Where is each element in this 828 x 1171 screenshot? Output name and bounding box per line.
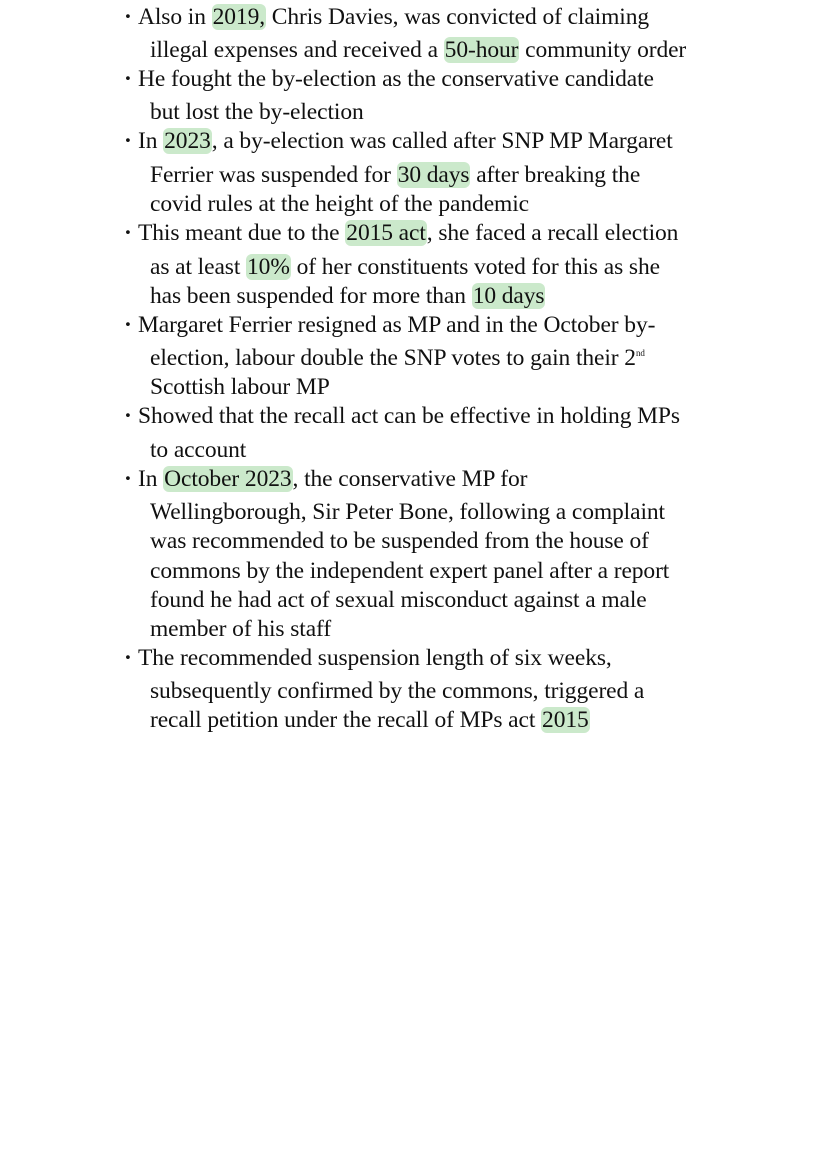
text: to account bbox=[150, 437, 247, 463]
text: Chris Davies, was convicted of claiming bbox=[266, 4, 650, 30]
bullet-icon: · bbox=[124, 312, 132, 338]
bullet-continuation bbox=[150, 252, 660, 282]
bullet-item-recall-act-effective bbox=[124, 401, 680, 431]
bullet-item-ferrier-resigned bbox=[124, 310, 655, 340]
text: Ferrier was suspended for bbox=[150, 162, 397, 188]
superscript: nd bbox=[635, 348, 645, 358]
bullet-continuation bbox=[150, 343, 645, 373]
bullet-continuation bbox=[150, 556, 669, 586]
bullet-continuation bbox=[150, 35, 686, 65]
bullet-continuation bbox=[150, 372, 330, 402]
bullet-continuation bbox=[150, 526, 649, 556]
text: In bbox=[138, 466, 164, 492]
highlight: 10% bbox=[247, 254, 290, 280]
bullet-continuation bbox=[150, 189, 529, 219]
bullet-icon: · bbox=[124, 220, 132, 246]
bullet-continuation bbox=[150, 160, 640, 190]
highlight: 2015 bbox=[542, 707, 589, 733]
bullet-continuation bbox=[150, 585, 647, 615]
highlight: 50-hour bbox=[444, 37, 519, 63]
text: Also in bbox=[138, 4, 212, 30]
text: Scottish labour MP bbox=[150, 374, 330, 400]
text: found he had act of sexual misconduct against a male bbox=[150, 587, 647, 613]
bullet-continuation bbox=[150, 97, 364, 127]
text: covid rules at the height of the pandemic bbox=[150, 191, 529, 217]
bullet-continuation bbox=[150, 705, 590, 735]
bullet-item-suspension-length bbox=[124, 643, 612, 673]
bullet-icon: · bbox=[124, 403, 132, 429]
bullet-icon: · bbox=[124, 645, 132, 671]
bullet-item-ferrier-by-election bbox=[124, 126, 673, 156]
bullet-continuation bbox=[150, 281, 545, 311]
bullet-continuation bbox=[150, 614, 331, 644]
text: was recommended to be suspended from the house of bbox=[150, 528, 649, 554]
text: as at least bbox=[150, 254, 247, 280]
bullet-item-by-election-candidate bbox=[124, 64, 654, 94]
text: , a by-election was called after SNP MP Margaret bbox=[211, 128, 673, 154]
text: of her constituents voted for this as she bbox=[290, 254, 660, 280]
text: election, labour double the SNP votes to gain their 2 bbox=[150, 345, 636, 371]
bullet-icon: · bbox=[124, 66, 132, 92]
text: commons by the independent expert panel after a report bbox=[150, 558, 670, 584]
text: Showed that the recall act can be effective in holding MPs bbox=[138, 403, 680, 429]
highlight: 2019, bbox=[212, 4, 266, 30]
bullet-item-recall-election bbox=[124, 218, 678, 248]
text: , she faced a recall election bbox=[426, 220, 679, 246]
highlight: 10 days bbox=[472, 283, 545, 309]
text: after breaking the bbox=[470, 162, 641, 188]
bullet-item-chris-davies-conviction bbox=[124, 2, 649, 32]
bullet-item-peter-bone bbox=[124, 464, 527, 494]
text: Margaret Ferrier resigned as MP and in the October by- bbox=[138, 312, 656, 338]
text: , the conservative MP for bbox=[292, 466, 528, 492]
text: This meant due to the bbox=[138, 220, 346, 246]
highlight: October 2023 bbox=[164, 466, 292, 492]
bullet-continuation bbox=[150, 435, 246, 465]
bullet-icon: · bbox=[124, 128, 132, 154]
bullet-icon: · bbox=[124, 4, 132, 30]
text: member of his staff bbox=[150, 616, 332, 642]
text: In bbox=[138, 128, 164, 154]
text: subsequently confirmed by the commons, triggered a bbox=[150, 678, 645, 704]
text: but lost the by-election bbox=[150, 99, 364, 125]
text: illegal expenses and received a bbox=[150, 37, 444, 63]
bullet-continuation bbox=[150, 676, 644, 706]
highlight: 30 days bbox=[397, 162, 470, 188]
bullet-icon: · bbox=[124, 466, 132, 492]
text: He fought the by-election as the conservative candidate bbox=[138, 66, 654, 92]
text: recall petition under the recall of MPs act bbox=[150, 707, 542, 733]
highlight: 2015 act bbox=[346, 220, 426, 246]
text: community order bbox=[519, 37, 687, 63]
text: Wellingborough, Sir Peter Bone, following a complaint bbox=[150, 499, 665, 525]
text: has been suspended for more than bbox=[150, 283, 472, 309]
text: The recommended suspension length of six weeks, bbox=[138, 645, 612, 671]
bullet-continuation bbox=[150, 497, 665, 527]
highlight: 2023 bbox=[164, 128, 211, 154]
